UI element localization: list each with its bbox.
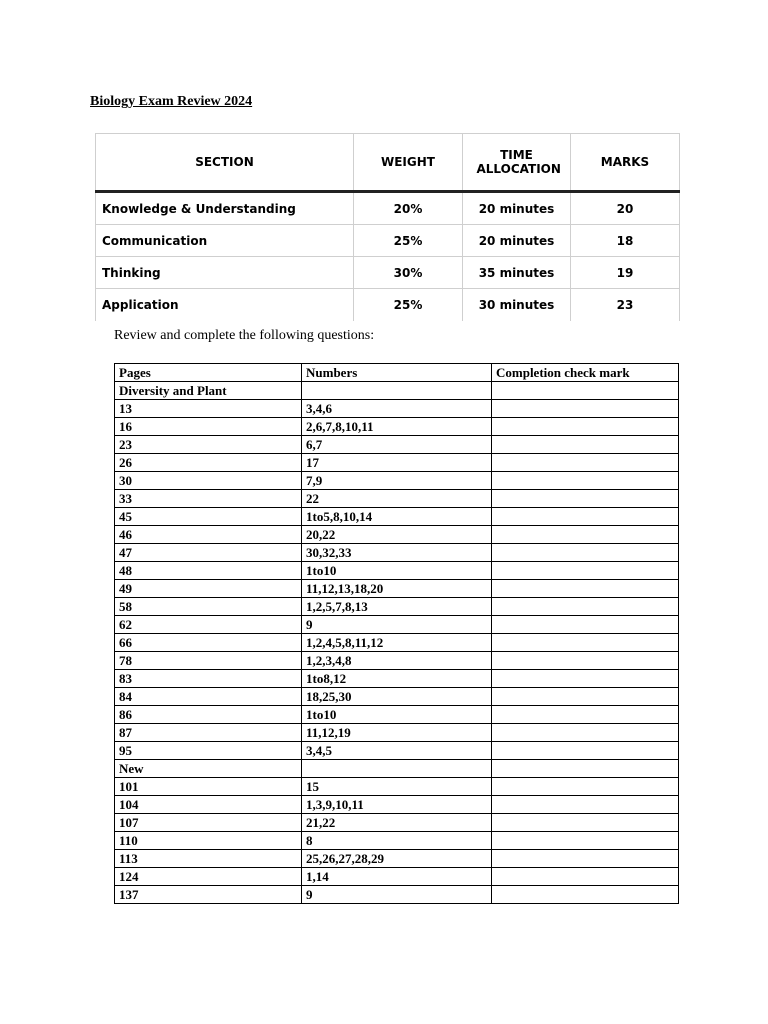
numbers-cell: 1,2,5,7,8,13 — [302, 598, 492, 616]
numbers-cell: 18,25,30 — [302, 688, 492, 706]
pages-cell: Diversity and Plant — [115, 382, 302, 400]
header-pages: Pages — [115, 364, 302, 382]
weight-cell: 25% — [354, 289, 463, 322]
pages-cell: 86 — [115, 706, 302, 724]
pages-cell: 26 — [115, 454, 302, 472]
numbers-cell: 21,22 — [302, 814, 492, 832]
table-row — [115, 562, 679, 580]
numbers-cell: 2,6,7,8,10,11 — [302, 418, 492, 436]
header-weight: WEIGHT — [354, 134, 463, 192]
pages-cell: 30 — [115, 472, 302, 490]
numbers-cell: 1,2,4,5,8,11,12 — [302, 634, 492, 652]
table-row — [115, 778, 679, 796]
table-row — [115, 526, 679, 544]
completion-check-cell[interactable] — [492, 886, 679, 904]
pages-cell: 62 — [115, 616, 302, 634]
numbers-cell: 20,22 — [302, 526, 492, 544]
completion-check-cell[interactable] — [492, 634, 679, 652]
section-name-cell: Knowledge & Understanding — [96, 192, 354, 225]
completion-check-cell[interactable] — [492, 742, 679, 760]
numbers-cell: 8 — [302, 832, 492, 850]
completion-check-cell[interactable] — [492, 850, 679, 868]
table-row — [115, 580, 679, 598]
completion-check-cell[interactable] — [492, 688, 679, 706]
numbers-cell: 11,12,13,18,20 — [302, 580, 492, 598]
numbers-cell: 1,3,9,10,11 — [302, 796, 492, 814]
numbers-cell — [302, 382, 492, 400]
numbers-cell: 1to5,8,10,14 — [302, 508, 492, 526]
header-section: SECTION — [96, 134, 354, 192]
table-row — [115, 544, 679, 562]
document-title: Biology Exam Review 2024 — [90, 94, 253, 109]
completion-check-cell[interactable] — [492, 832, 679, 850]
instructions-text: Review and complete the following questions: — [114, 328, 375, 343]
numbers-cell: 1to8,12 — [302, 670, 492, 688]
numbers-cell: 9 — [302, 886, 492, 904]
weight-cell: 30% — [354, 257, 463, 289]
table-row — [115, 706, 679, 724]
completion-check-cell[interactable] — [492, 544, 679, 562]
pages-cell: 110 — [115, 832, 302, 850]
numbers-cell: 1,2,3,4,8 — [302, 652, 492, 670]
pages-cell: 33 — [115, 490, 302, 508]
sections-header-row — [96, 134, 680, 192]
section-name-cell: Thinking — [96, 257, 354, 289]
completion-check-cell[interactable] — [492, 616, 679, 634]
completion-check-cell[interactable] — [492, 400, 679, 418]
pages-cell: New — [115, 760, 302, 778]
completion-check-cell[interactable] — [492, 454, 679, 472]
pages-cell: 87 — [115, 724, 302, 742]
table-row — [115, 850, 679, 868]
table-row — [115, 436, 679, 454]
completion-check-cell[interactable] — [492, 418, 679, 436]
section-row — [96, 225, 680, 257]
table-row — [115, 796, 679, 814]
numbers-cell: 3,4,5 — [302, 742, 492, 760]
table-row — [115, 616, 679, 634]
marks-cell: 23 — [571, 289, 680, 322]
table-row — [115, 400, 679, 418]
questions-header-row — [115, 364, 679, 382]
table-row — [115, 508, 679, 526]
table-row — [115, 832, 679, 850]
pages-cell: 95 — [115, 742, 302, 760]
section-row — [96, 289, 680, 322]
pages-cell: 47 — [115, 544, 302, 562]
pages-cell: 48 — [115, 562, 302, 580]
table-row — [115, 472, 679, 490]
completion-check-cell[interactable] — [492, 508, 679, 526]
completion-check-cell[interactable] — [492, 436, 679, 454]
table-row — [115, 742, 679, 760]
table-row — [115, 634, 679, 652]
pages-cell: 84 — [115, 688, 302, 706]
completion-check-cell[interactable] — [492, 562, 679, 580]
time-cell: 35 minutes — [463, 257, 571, 289]
weight-cell: 20% — [354, 192, 463, 225]
section-row — [96, 257, 680, 289]
numbers-cell: 9 — [302, 616, 492, 634]
header-time-allocation: TIME ALLOCATION — [463, 134, 571, 192]
table-row — [115, 454, 679, 472]
numbers-cell: 1to10 — [302, 562, 492, 580]
table-row — [115, 382, 679, 400]
completion-check-cell[interactable] — [492, 490, 679, 508]
numbers-cell: 1to10 — [302, 706, 492, 724]
completion-check-cell[interactable] — [492, 472, 679, 490]
completion-check-cell[interactable] — [492, 778, 679, 796]
section-name-cell: Communication — [96, 225, 354, 257]
table-row — [115, 688, 679, 706]
numbers-cell: 25,26,27,28,29 — [302, 850, 492, 868]
header-numbers: Numbers — [302, 364, 492, 382]
pages-cell: 23 — [115, 436, 302, 454]
pages-cell: 66 — [115, 634, 302, 652]
pages-cell: 78 — [115, 652, 302, 670]
pages-cell: 58 — [115, 598, 302, 616]
numbers-cell: 30,32,33 — [302, 544, 492, 562]
pages-cell: 124 — [115, 868, 302, 886]
header-marks: MARKS — [571, 134, 680, 192]
completion-check-cell[interactable] — [492, 724, 679, 742]
numbers-cell: 11,12,19 — [302, 724, 492, 742]
completion-check-cell[interactable] — [492, 580, 679, 598]
pages-cell: 45 — [115, 508, 302, 526]
completion-check-cell[interactable] — [492, 814, 679, 832]
table-row — [115, 418, 679, 436]
completion-check-cell[interactable] — [492, 706, 679, 724]
pages-cell: 13 — [115, 400, 302, 418]
completion-check-cell[interactable] — [492, 760, 679, 778]
pages-cell: 137 — [115, 886, 302, 904]
table-row — [115, 670, 679, 688]
table-row — [115, 814, 679, 832]
table-row — [115, 652, 679, 670]
pages-cell: 104 — [115, 796, 302, 814]
numbers-cell: 6,7 — [302, 436, 492, 454]
section-name-cell: Application — [96, 289, 354, 322]
numbers-cell: 22 — [302, 490, 492, 508]
exam-sections-table — [95, 133, 680, 321]
pages-cell: 49 — [115, 580, 302, 598]
completion-check-cell[interactable] — [492, 868, 679, 886]
table-row — [115, 598, 679, 616]
table-row — [115, 490, 679, 508]
marks-cell: 19 — [571, 257, 680, 289]
section-row — [96, 192, 680, 225]
numbers-cell — [302, 760, 492, 778]
table-row — [115, 886, 679, 904]
table-row — [115, 868, 679, 886]
pages-cell: 46 — [115, 526, 302, 544]
weight-cell: 25% — [354, 225, 463, 257]
completion-check-cell[interactable] — [492, 652, 679, 670]
completion-check-cell[interactable] — [492, 598, 679, 616]
numbers-cell: 15 — [302, 778, 492, 796]
pages-cell: 107 — [115, 814, 302, 832]
time-cell: 30 minutes — [463, 289, 571, 322]
completion-check-cell[interactable] — [492, 382, 679, 400]
table-row — [115, 760, 679, 778]
pages-cell: 101 — [115, 778, 302, 796]
numbers-cell: 3,4,6 — [302, 400, 492, 418]
time-cell: 20 minutes — [463, 225, 571, 257]
table-row — [115, 724, 679, 742]
review-questions-table — [114, 363, 679, 904]
completion-check-cell[interactable] — [492, 670, 679, 688]
time-cell: 20 minutes — [463, 192, 571, 225]
numbers-cell: 1,14 — [302, 868, 492, 886]
completion-check-cell[interactable] — [492, 796, 679, 814]
numbers-cell: 7,9 — [302, 472, 492, 490]
marks-cell: 18 — [571, 225, 680, 257]
completion-check-cell[interactable] — [492, 526, 679, 544]
header-completion-check-mark: Completion check mark — [492, 364, 679, 382]
marks-cell: 20 — [571, 192, 680, 225]
numbers-cell: 17 — [302, 454, 492, 472]
pages-cell: 113 — [115, 850, 302, 868]
pages-cell: 16 — [115, 418, 302, 436]
pages-cell: 83 — [115, 670, 302, 688]
